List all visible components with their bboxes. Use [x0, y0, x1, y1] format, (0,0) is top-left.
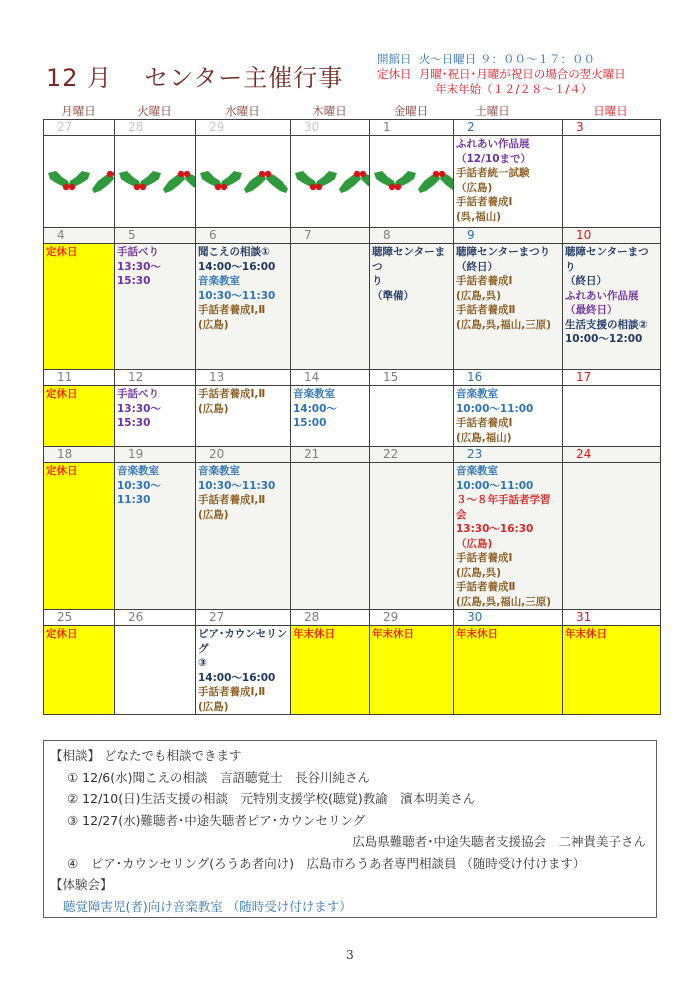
day-cell [44, 463, 115, 610]
event-text: （準備） [372, 289, 414, 302]
event-text: 手話者養成Ⅰ,Ⅱ [198, 494, 266, 506]
event-text: （終日） [456, 260, 498, 273]
consult-item-2: ② 12/10(日)生活支援の相談 元特別支援学校(聴覚)教諭 濱本明美さん [67, 791, 476, 806]
day-cell [563, 136, 661, 228]
day-cell [196, 136, 291, 228]
weekday-sun: 日曜日 [593, 104, 628, 118]
event-text: 手話者統一試験 [456, 167, 530, 179]
event-text: 聴障センターまつり [565, 246, 649, 273]
consult-item-1: ① 12/6(水)聞こえの相談 言語聴覚士 長谷川純さん [67, 769, 371, 785]
day-cell [370, 244, 454, 370]
events-row [44, 463, 661, 610]
day-cell [454, 244, 563, 370]
holly-garland-icon [46, 137, 112, 227]
day-cell [115, 463, 196, 610]
event-text: 手話者養成Ⅰ [456, 275, 513, 287]
date-number: 20 [196, 447, 291, 463]
event-text: 手話べり [117, 246, 159, 258]
date-number: 17 [563, 370, 661, 386]
date-row [44, 370, 661, 386]
date-number: 7 [291, 228, 370, 244]
event-text: 13:30～16:30 [456, 523, 534, 535]
day-cell [291, 244, 370, 370]
day-cell [196, 244, 291, 370]
day-cell [44, 386, 115, 447]
event-text: 14:00～ [293, 402, 337, 415]
page-title [46, 58, 343, 93]
day-cell [454, 626, 563, 715]
day-cell [196, 626, 291, 715]
day-cell [291, 136, 370, 228]
date-number: 16 [454, 370, 563, 386]
event-text: (呉,福山) [456, 210, 502, 223]
date-number: 6 [196, 228, 291, 244]
event-text: ③ [198, 657, 207, 669]
date-number: 22 [370, 447, 454, 463]
trial-item: 聴覚障害児(者)向け音楽教室 （随時受け付けます） [63, 898, 352, 914]
date-number: 31 [563, 610, 661, 626]
event-text: 手話者養成Ⅰ,Ⅱ [198, 388, 266, 400]
event-text: 音楽教室 [293, 388, 335, 400]
event-text: 手話者養成Ⅰ [456, 552, 513, 564]
event-text: 音楽教室 [456, 465, 498, 477]
event-text: （終日） [565, 275, 607, 287]
consult-item-3: ③ 12/27(水)難聴者･中途失聴者ピア･カウンセリング [67, 812, 366, 828]
day-cell [44, 136, 115, 228]
date-number: 23 [454, 447, 563, 463]
date-row [44, 447, 661, 463]
day-cell [44, 626, 115, 715]
weekday-fri: 金曜日 [393, 104, 429, 118]
day-cell [291, 463, 370, 610]
event-text: 13:30～ [117, 402, 161, 415]
event-text: (広島,呉,福山,三原) [456, 595, 552, 608]
event-text: 手話者養成Ⅰ [456, 196, 513, 208]
page-number: 3 [346, 948, 354, 962]
event-text: ３～８年手話者学習会 [456, 494, 551, 521]
open-days-line [377, 52, 626, 67]
day-cell [563, 626, 661, 715]
holly-garland-icon [117, 137, 193, 227]
event-text: 手話者養成Ⅱ [456, 304, 516, 316]
holly-garland-icon [198, 137, 288, 227]
event-text: （広島) [456, 537, 493, 550]
event-text: 13:30～ [117, 260, 161, 273]
event-text: (広島,呉) [456, 289, 502, 302]
date-number: 27 [196, 610, 291, 626]
date-number: 9 [454, 228, 563, 244]
event-text: 定休日 [46, 465, 78, 477]
events-row [44, 244, 661, 370]
day-cell [370, 626, 454, 715]
event-text: 手話者養成Ⅰ,Ⅱ [198, 304, 266, 316]
date-row [44, 228, 661, 244]
title-label: センター主催行事 [144, 64, 344, 92]
date-number: 25 [44, 610, 115, 626]
trial-heading: 【体験会】 [50, 877, 113, 892]
weekday-sat: 土曜日 [475, 104, 510, 118]
day-cell [370, 463, 454, 610]
holly-garland-icon [293, 137, 367, 227]
notes-box [43, 740, 657, 918]
event-text: 聴障センターまつ [372, 246, 446, 273]
date-number: 29 [196, 120, 291, 136]
date-number: 19 [115, 447, 196, 463]
event-text: 年末休日 [456, 628, 498, 640]
event-text: 10:30～11:30 [198, 289, 276, 302]
day-cell [454, 386, 563, 447]
day-cell [454, 463, 563, 610]
event-text: (広島) [198, 508, 229, 521]
event-text: （12/10まで） [456, 152, 532, 165]
consult-item-4: ④ ピア･カウンセリング(ろうあ者向け) 広島市ろうあ者専門相談員 （随時受け付けます） [67, 855, 586, 871]
event-text: 定休日 [46, 628, 78, 640]
event-text: 聴障センターまつり [456, 246, 551, 258]
day-cell [370, 136, 454, 228]
closed-days-line [377, 67, 626, 82]
weekday-wed: 水曜日 [225, 104, 260, 118]
date-number: 15 [370, 370, 454, 386]
date-number: 21 [291, 447, 370, 463]
day-cell [370, 386, 454, 447]
event-text: 15:00 [293, 417, 327, 429]
weekday-mon: 月曜日 [61, 104, 96, 118]
event-text: 生活支援の相談② [565, 318, 648, 331]
closed-text: 月曜･祝日･月曜が祝日の場合の翌火曜日 [418, 67, 626, 81]
event-text: ふれあい作品展 [456, 138, 530, 150]
event-text: ふれあい作品展 [565, 289, 639, 302]
consult-heading: 【相談】 どなたでも相談できます [50, 748, 242, 763]
weekday-thu: 木曜日 [312, 104, 347, 118]
date-number: 2 [454, 120, 563, 136]
event-text: 定休日 [46, 388, 78, 400]
event-text: 音楽教室 [198, 465, 240, 477]
date-number: 11 [44, 370, 115, 386]
event-text: (広島,呉) [456, 566, 502, 579]
events-row [44, 626, 661, 715]
day-cell [563, 244, 661, 370]
date-number: 8 [370, 228, 454, 244]
day-cell [291, 386, 370, 447]
calendar-grid [43, 119, 661, 715]
date-number: 26 [115, 610, 196, 626]
day-cell [563, 386, 661, 447]
day-cell [196, 463, 291, 610]
events-row [44, 386, 661, 447]
day-cell [115, 386, 196, 447]
event-text: (広島) [198, 700, 229, 713]
date-number: 30 [454, 610, 563, 626]
event-text: 15:30 [117, 417, 151, 429]
event-text: 10:00～12:00 [565, 333, 643, 345]
date-number: 24 [563, 447, 661, 463]
event-text: (広島,呉,福山,三原) [456, 318, 552, 331]
date-row [44, 120, 661, 136]
day-cell [196, 386, 291, 447]
open-label: 開館日 [377, 52, 412, 66]
event-text: 音楽教室 [198, 275, 240, 287]
date-number: 10 [563, 228, 661, 244]
event-text: 15:30 [117, 275, 151, 287]
event-text: 年末休日 [565, 628, 607, 640]
date-number: 13 [196, 370, 291, 386]
date-number: 12 [115, 370, 196, 386]
date-number: 30 [291, 120, 370, 136]
month-label: 12 月 [46, 64, 113, 92]
holly-garland-icon [372, 137, 451, 227]
date-number: 28 [291, 610, 370, 626]
event-text: 14:00～16:00 [198, 260, 276, 273]
opening-hours [377, 52, 626, 97]
date-number: 14 [291, 370, 370, 386]
event-text: 音楽教室 [117, 465, 159, 477]
event-text: 定休日 [46, 246, 78, 258]
open-text: 火～日曜日 ９：００～１７：００ [418, 52, 595, 66]
event-text: 10:00～11:00 [456, 479, 534, 492]
date-number: 28 [115, 120, 196, 136]
event-text: (広島) [198, 318, 229, 331]
event-text: 手話者養成Ⅰ [456, 417, 513, 429]
date-number: 18 [44, 447, 115, 463]
closed-label: 定休日 [377, 67, 412, 81]
date-number: 4 [44, 228, 115, 244]
event-text: 手話者養成Ⅱ [456, 581, 516, 593]
event-text: 聞こえの相談① [198, 246, 270, 258]
event-text: 年末休日 [293, 628, 335, 640]
event-text: 14:00～16:00 [198, 671, 276, 684]
date-number: 1 [370, 120, 454, 136]
event-text: （最終日） [565, 304, 618, 316]
event-text: (広島,福山) [456, 431, 512, 444]
day-cell [563, 463, 661, 610]
day-cell [454, 136, 563, 228]
day-cell [115, 136, 196, 228]
event-text: 10:00～11:00 [456, 402, 534, 415]
weekday-header [43, 103, 659, 119]
event-text: り [372, 275, 383, 287]
event-text: 手話べり [117, 388, 159, 400]
event-text: （広島) [456, 181, 493, 194]
day-cell [115, 244, 196, 370]
event-text: 音楽教室 [456, 388, 498, 400]
consult-item-3-org: 広島県難聴者･中途失聴者支援協会 二神貴美子さん [352, 834, 646, 849]
date-number: 3 [563, 120, 661, 136]
event-text: 10:30～11:30 [198, 479, 276, 492]
event-text: 10:30～ [117, 479, 161, 492]
day-cell [44, 244, 115, 370]
event-text: 11:30 [117, 494, 151, 506]
date-number: 5 [115, 228, 196, 244]
event-text: (広島) [198, 402, 229, 415]
day-cell [115, 626, 196, 715]
event-text: 手話者養成Ⅰ,Ⅱ [198, 686, 266, 698]
events-row [44, 136, 661, 228]
date-number: 29 [370, 610, 454, 626]
date-number: 27 [44, 120, 115, 136]
day-cell [291, 626, 370, 715]
event-text: ピア･カウンセリング [198, 628, 288, 655]
year-end-closure: 年末年始（１２/２８～１/４） [435, 82, 593, 96]
event-text: 年末休日 [372, 628, 414, 640]
weekday-tue: 火曜日 [137, 104, 172, 118]
date-row [44, 610, 661, 626]
